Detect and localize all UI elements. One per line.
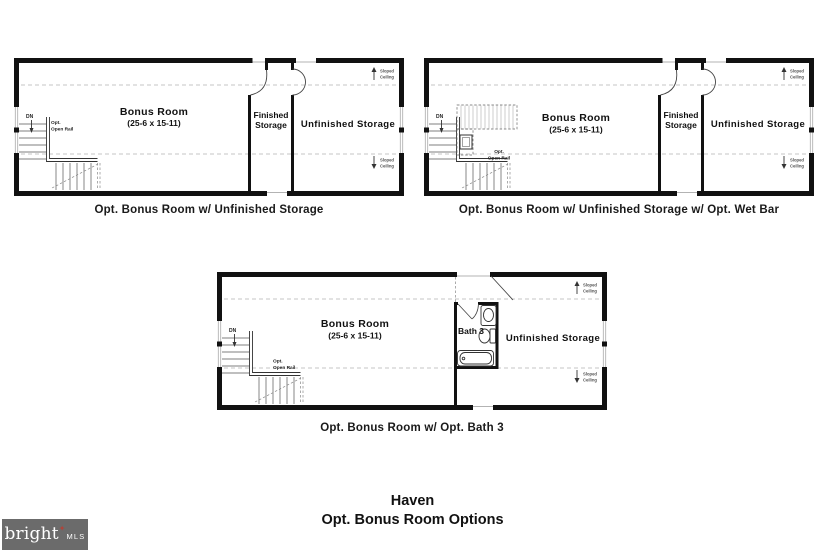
sloped-ceiling-down-arrow-icon: [372, 156, 377, 169]
sloped-ceiling-label: Sloped: [583, 282, 597, 288]
unfinished-storage-label: Unfinished Storage: [710, 119, 806, 130]
brightmls-logo-brand: bright: [4, 524, 59, 544]
bathtub: [458, 351, 494, 367]
bonus-room-dimensions: (25-6 x 15-11): [549, 124, 603, 135]
star-icon: ✦: [58, 524, 66, 533]
open-rail-label: Opt.: [51, 121, 61, 126]
wet-bar: [457, 105, 517, 155]
window-left: [217, 316, 222, 372]
sloped-ceiling-up-arrow-icon: [782, 67, 787, 80]
unfinished-storage-label: Unfinished Storage: [505, 333, 601, 344]
unfinished-storage-label: Unfinished Storage: [300, 119, 396, 130]
sloped-ceiling-label: Sloped: [790, 157, 804, 163]
sloped-ceiling-up-arrow-icon: [575, 281, 580, 294]
floorplan-bath3: [217, 272, 607, 410]
open-rail-label: Open Rail: [51, 127, 74, 133]
sloped-ceiling-down-arrow-icon: [782, 156, 787, 169]
sloped-ceiling-label: Sloped: [380, 68, 394, 74]
bonus-room-dimensions: (25-6 x 15-11): [127, 118, 181, 128]
bath-sink: [481, 306, 496, 326]
bonus-room-label: Bonus Room: [320, 318, 390, 330]
sloped-ceiling-label: Sloped: [380, 157, 394, 163]
window-right: [809, 102, 814, 158]
floorplan-unfinished-storage: [14, 58, 404, 196]
finished-storage-label: Storage: [665, 120, 697, 130]
sloped-ceiling-label: Ceiling: [790, 163, 804, 169]
down-label: DN: [26, 114, 34, 120]
down-label: DN: [229, 328, 237, 334]
model-name: Haven: [390, 493, 435, 509]
bonus-room-label: Bonus Room: [119, 106, 189, 118]
window-left: [14, 102, 19, 158]
sheet-subtitle: Opt. Bonus Room Options: [321, 512, 504, 528]
bonus-room-label: Bonus Room: [541, 112, 611, 124]
down-label: DN: [436, 114, 444, 120]
sloped-ceiling-down-arrow-icon: [575, 370, 580, 383]
wet-bar-sink: [460, 135, 472, 149]
sloped-ceiling-label: Ceiling: [583, 377, 597, 383]
open-rail-label: Opt.: [494, 150, 504, 155]
finished-storage-label: Finished: [253, 110, 289, 120]
window-left: [424, 102, 429, 158]
finished-storage-label: Finished: [663, 110, 699, 120]
open-rail-label: Open Rail: [487, 156, 511, 162]
open-rail-label: Open Rail: [273, 366, 296, 371]
finished-storage-label: Storage: [255, 120, 287, 130]
sloped-ceiling-label: Ceiling: [380, 74, 394, 80]
sloped-ceiling-label: Sloped: [583, 371, 597, 377]
plan-caption: Opt. Bonus Room w/ Unfinished Storage w/ Opt. Wet Bar: [458, 204, 780, 216]
bathroom: [454, 276, 513, 407]
window-right: [399, 102, 404, 158]
bath3-label: Bath 3: [458, 326, 484, 336]
plan-caption: Opt. Bonus Room w/ Unfinished Storage: [94, 204, 324, 216]
bonus-room-dimensions: (25-6 x 15-11): [328, 330, 382, 341]
sheet-title: [0, 492, 825, 530]
sloped-ceiling-label: Sloped: [790, 68, 804, 74]
brightmls-logo: [2, 519, 88, 550]
sloped-ceiling-label: Ceiling: [790, 74, 804, 80]
brightmls-logo-suffix: MLS: [66, 532, 86, 541]
window-right: [602, 316, 607, 372]
open-rail-label: Opt.: [273, 359, 283, 365]
floorplan-wet-bar: [424, 58, 814, 196]
storage-door-leaf: [491, 276, 513, 300]
bath-door-swing: [458, 304, 479, 319]
sloped-ceiling-up-arrow-icon: [372, 67, 377, 80]
plan-caption: Opt. Bonus Room w/ Opt. Bath 3: [320, 422, 504, 434]
sloped-ceiling-label: Ceiling: [583, 288, 597, 294]
sloped-ceiling-label: Ceiling: [380, 163, 394, 169]
